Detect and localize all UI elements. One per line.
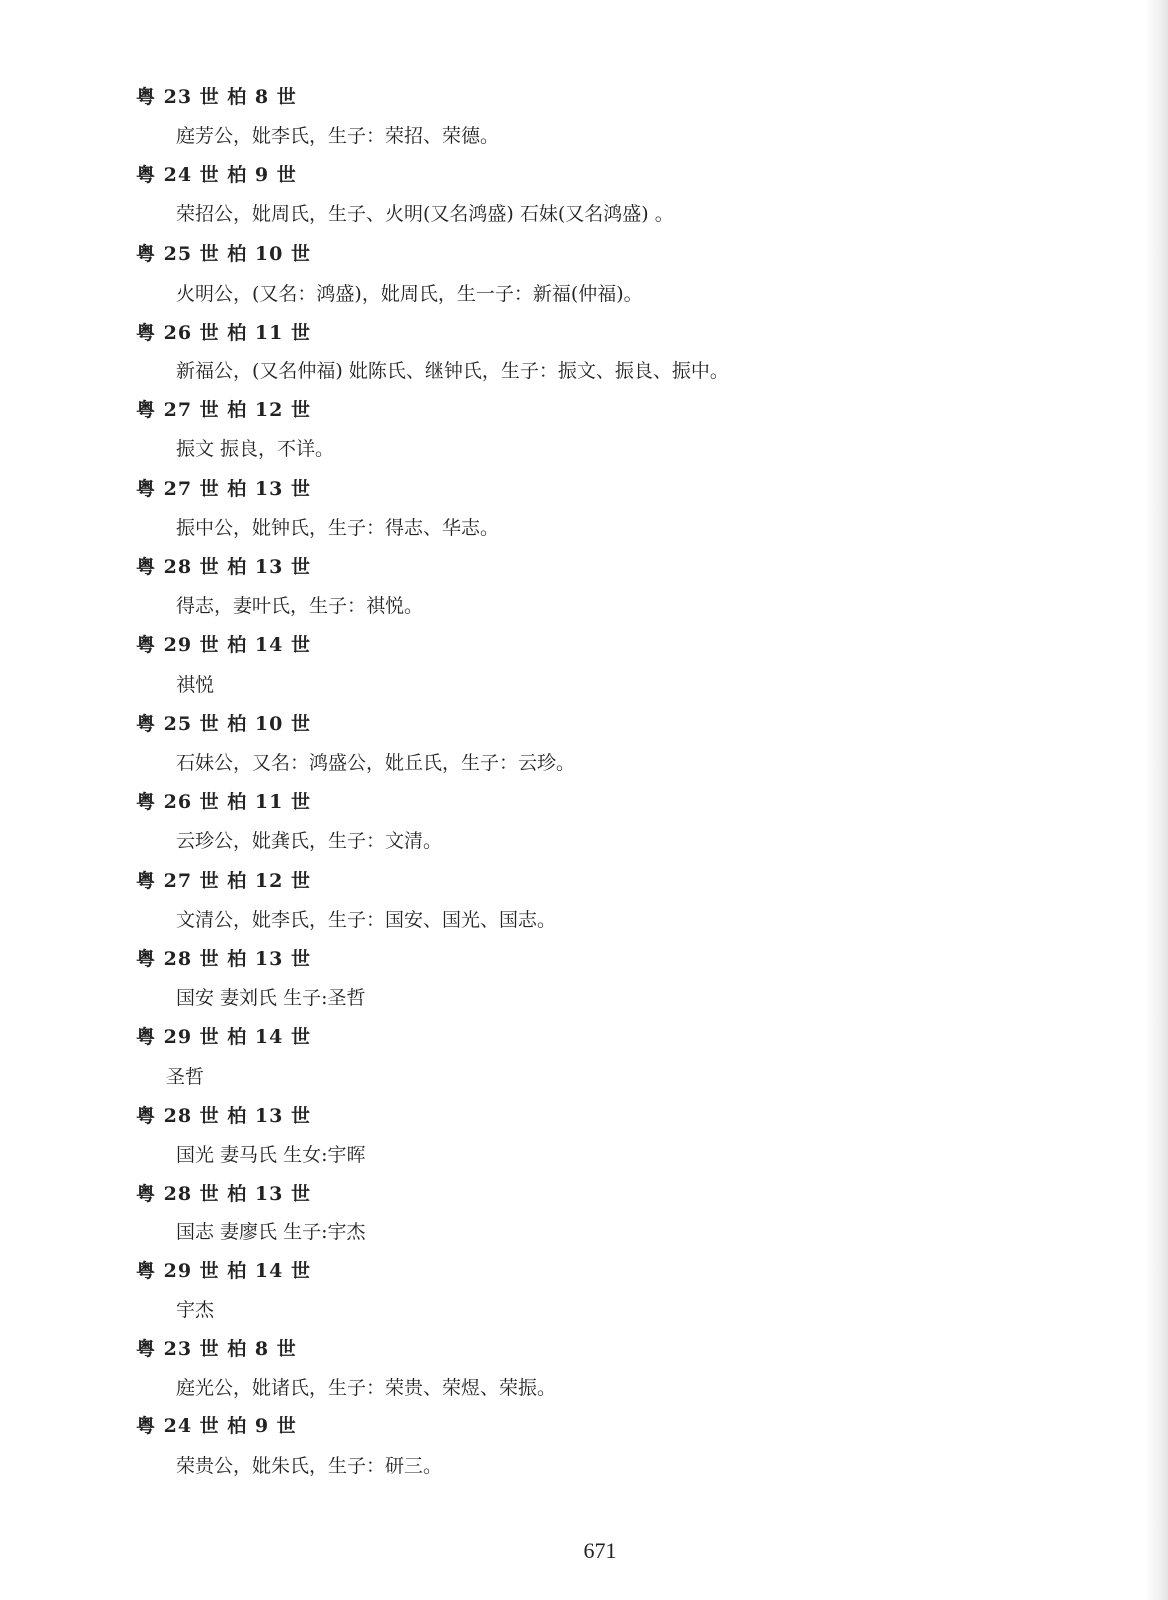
person-record: 国志 妻廖氏 生子:宇杰 [176, 1221, 366, 1243]
generation-header: 粤 28 世 柏 13 世 [136, 1105, 311, 1127]
generation-header: 粤 24 世 柏 9 世 [136, 1415, 297, 1437]
person-record: 振中公，妣钟氏，生子：得志、华志。 [176, 517, 500, 539]
generation-header: 粤 23 世 柏 8 世 [136, 86, 297, 108]
generation-header: 粤 24 世 柏 9 世 [136, 164, 297, 186]
generation-header: 粤 23 世 柏 8 世 [136, 1338, 297, 1360]
generation-header: 粤 27 世 柏 13 世 [136, 478, 311, 500]
person-record: 云珍公，妣龚氏，生子：文清。 [176, 830, 443, 852]
generation-header: 粤 26 世 柏 11 世 [136, 322, 311, 344]
person-record: 石妹公，又名：鸿盛公，妣丘氏，生子：云珍。 [176, 752, 576, 774]
person-record: 荣贵公，妣朱氏，生子：研三。 [176, 1455, 443, 1477]
scan-shadow-edge [1146, 0, 1168, 1600]
person-record: 新福公，(又名仲福) 妣陈氏、继钟氏，生子：振文、振良、振中。 [176, 360, 729, 382]
person-record: 圣哲 [166, 1066, 205, 1088]
page-number: 671 [583, 1538, 617, 1563]
person-record: 荣招公，妣周氏，生子、火明(又名鸿盛) 石妹(又名鸿盛) 。 [176, 203, 674, 225]
generation-header: 粤 27 世 柏 12 世 [136, 870, 311, 892]
generation-header: 粤 26 世 柏 11 世 [136, 791, 311, 813]
person-record: 文清公，妣李氏，生子：国安、国光、国志。 [176, 909, 557, 931]
generation-header: 粤 29 世 柏 14 世 [136, 1260, 311, 1282]
person-record: 庭芳公，妣李氏，生子：荣招、荣德。 [176, 125, 500, 147]
person-record: 国光 妻马氏 生女:宇晖 [176, 1144, 366, 1166]
person-record: 振文 振良，不详。 [176, 438, 335, 460]
person-record: 庭光公，妣诸氏，生子：荣贵、荣煜、荣振。 [176, 1377, 557, 1399]
generation-header: 粤 29 世 柏 14 世 [136, 634, 311, 656]
generation-header: 粤 28 世 柏 13 世 [136, 1183, 311, 1205]
generation-header: 粤 25 世 柏 10 世 [136, 243, 311, 265]
generation-header: 粤 27 世 柏 12 世 [136, 399, 311, 421]
generation-header: 粤 28 世 柏 13 世 [136, 948, 311, 970]
person-record: 祺悦 [176, 674, 215, 696]
person-record: 宇杰 [176, 1299, 215, 1321]
person-record: 火明公，(又名：鸿盛)，妣周氏，生一子：新福(仲福)。 [176, 283, 643, 305]
person-record: 国安 妻刘氏 生子:圣哲 [176, 987, 366, 1009]
generation-header: 粤 29 世 柏 14 世 [136, 1026, 311, 1048]
generation-header: 粤 28 世 柏 13 世 [136, 556, 311, 578]
generation-header: 粤 25 世 柏 10 世 [136, 713, 311, 735]
person-record: 得志，妻叶氏，生子：祺悦。 [176, 595, 424, 617]
